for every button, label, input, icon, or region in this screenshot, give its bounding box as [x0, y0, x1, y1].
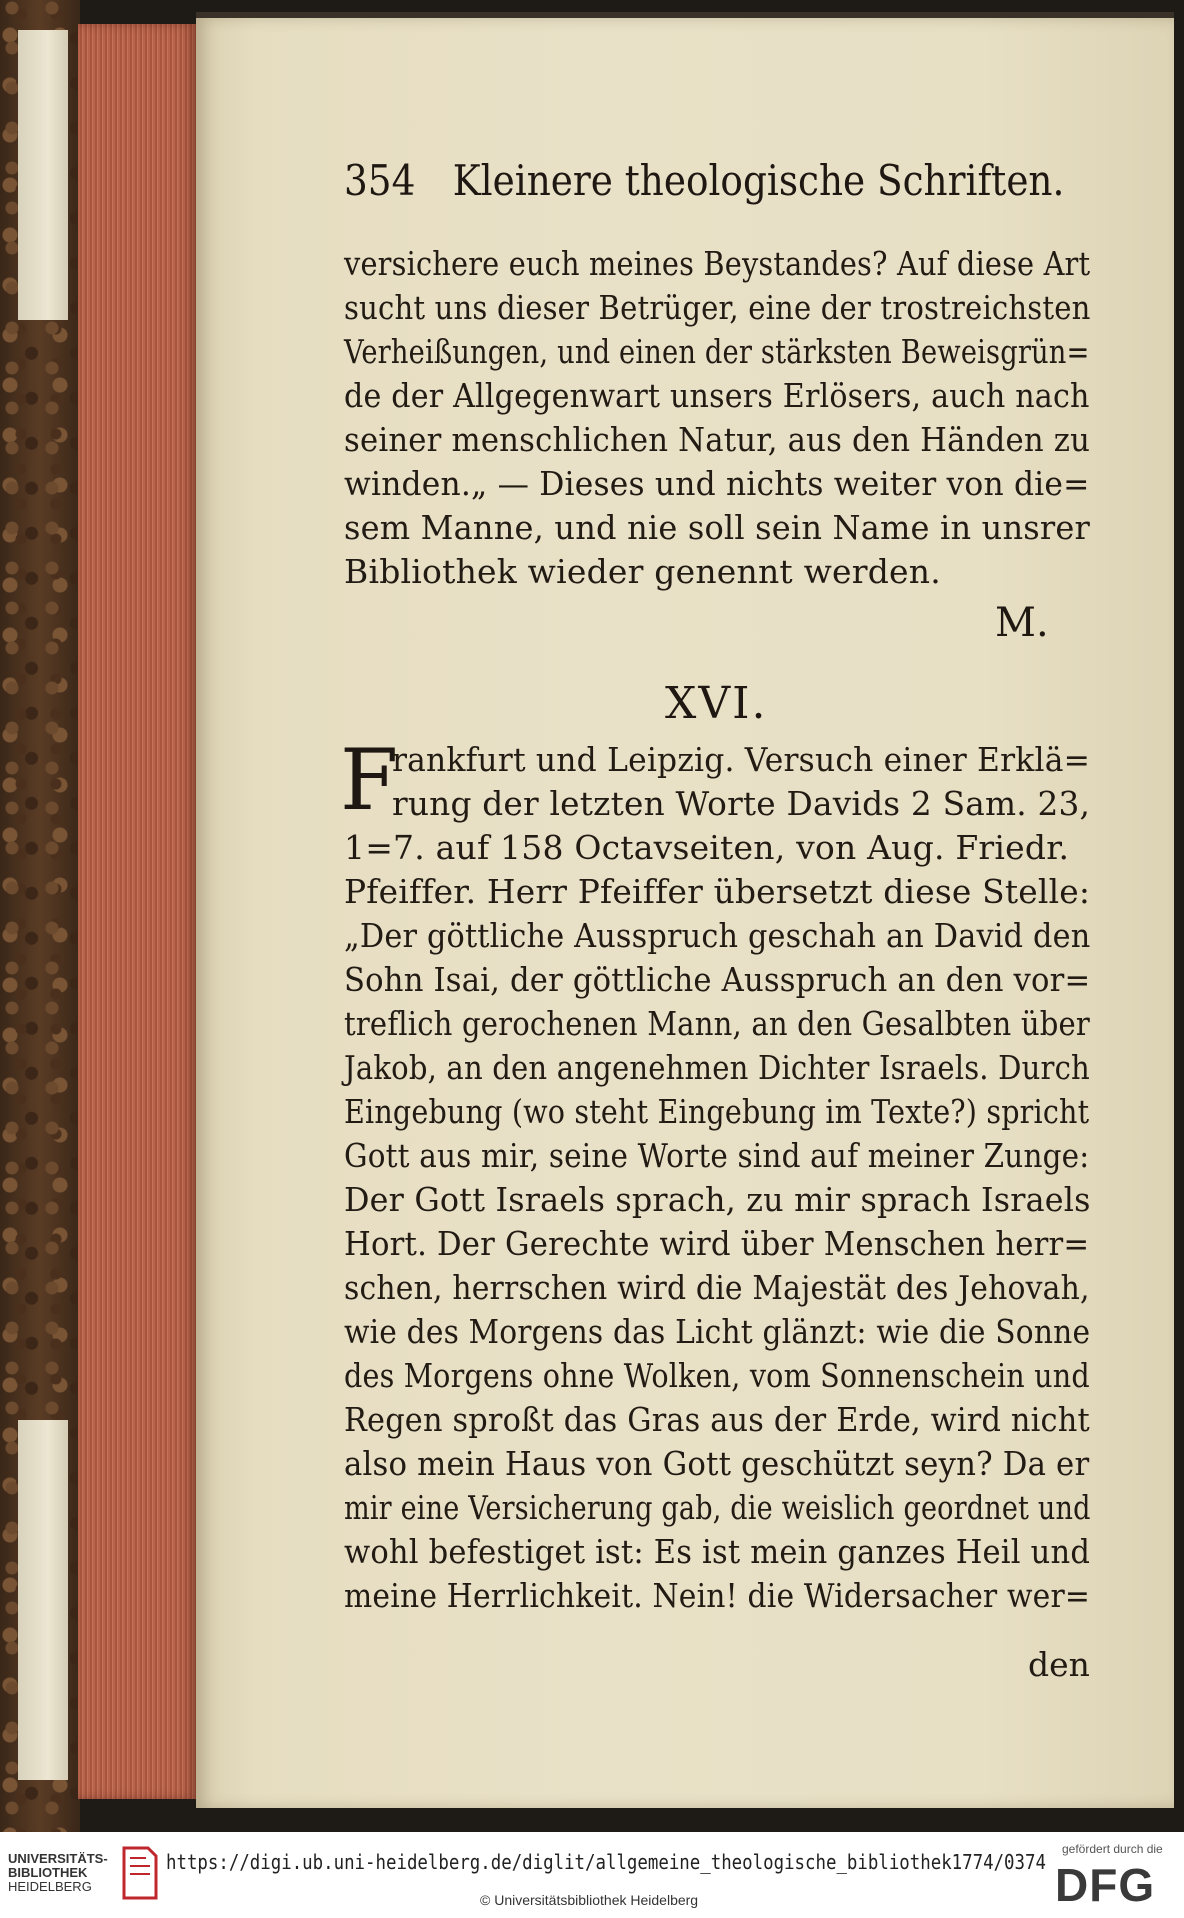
text-line: des Morgens ohne Wolken, vom Sonnenschein und	[344, 1356, 1090, 1395]
text-line: Bibliothek wieder genennt werden.	[344, 552, 941, 591]
copyright-notice: © Universitätsbibliothek Heidelberg	[480, 1892, 699, 1908]
text-line: de der Allgegenwart unsers Erlösers, auch nach	[344, 376, 1090, 415]
text-line: rankfurt und Leipzig. Versuch einer Erklä=	[392, 740, 1091, 779]
text-line: schen, herrschen wird die Majestät des Jehovah,	[344, 1268, 1090, 1307]
catchword: den	[1028, 1645, 1090, 1684]
text-line: wohl befestiget ist: Es ist mein ganzes Heil und	[344, 1532, 1091, 1571]
text-line: Hort. Der Gerechte wird über Menschen herr=	[344, 1224, 1090, 1263]
library-name-line: HEIDELBERG	[8, 1879, 92, 1894]
text-line: Jakob, an den angenehmen Dichter Israels. Durch	[344, 1048, 1090, 1087]
text-line: „Der göttliche Ausspruch geschah an David den	[344, 916, 1091, 955]
text-line: Gott aus mir, seine Worte sind auf meiner Zunge:	[344, 1136, 1090, 1175]
library-name-line: UNIVERSITÄTS-	[8, 1851, 108, 1866]
permalink-url[interactable]: https://digi.ub.uni-heidelberg.de/diglit/allgemeine_theologische_bibliothek1774/0374	[166, 1850, 1046, 1874]
text-line: Der Gott Israels sprach, zu mir sprach Israels	[344, 1180, 1091, 1219]
text-line: Sohn Isai, der göttliche Ausspruch an den vor=	[344, 960, 1091, 999]
cover-paper-strip	[18, 30, 68, 320]
text-line: mir eine Versicherung gab, die weislich geordnet und	[344, 1488, 1091, 1527]
text-line: sem Manne, und nie soll sein Name in unsrer	[344, 508, 1091, 547]
text-line: versichere euch meines Beystandes? Auf diese Art	[344, 244, 1091, 283]
page-number: 354	[344, 156, 416, 205]
text-line: sucht uns dieser Betrüger, eine der trostreichsten	[344, 288, 1091, 327]
funder-label: gefördert durch die	[1062, 1842, 1163, 1856]
text-line: Regen sproßt das Gras aus der Erde, wird nicht	[344, 1400, 1090, 1439]
library-name-line: BIBLIOTHEK	[8, 1865, 88, 1880]
cover-paper-strip-bottom	[18, 1420, 68, 1780]
library-name	[8, 1852, 108, 1894]
text-line: seiner menschlichen Natur, aus den Händen zu	[344, 420, 1091, 459]
text-line: meine Herrlichkeit. Nein! die Widersacher wer=	[344, 1576, 1091, 1615]
section-number: XVI.	[665, 678, 768, 729]
dfg-logo: DFG	[1055, 1859, 1156, 1911]
text-line: Verheißungen, und einen der stärksten Beweisgrün=	[344, 332, 1090, 371]
drop-capital: F	[340, 731, 399, 829]
page-edges	[78, 24, 196, 1799]
text-line: rung der letzten Worte Davids 2 Sam. 23,	[392, 784, 1091, 823]
text-line: wie des Morgens das Licht glänzt: wie die Sonne	[344, 1312, 1091, 1351]
library-logo-icon	[118, 1844, 162, 1902]
text-line: Eingebung (wo steht Eingebung im Texte?) spricht	[344, 1092, 1090, 1131]
text-line: Pfeiffer. Herr Pfeiffer übersetzt diese Stelle:	[344, 872, 1091, 911]
text-line: also mein Haus von Gott geschützt seyn? Da er	[344, 1444, 1090, 1483]
reviewer-signature: M.	[995, 600, 1049, 646]
text-line: winden.„ — Dieses und nichts weiter von die=	[344, 464, 1090, 503]
footer-bar	[0, 1832, 1184, 1918]
text-line: treflich gerochenen Mann, an den Gesalbten über	[344, 1004, 1091, 1043]
running-head	[344, 156, 1064, 205]
running-head-title: Kleinere theologische Schriften.	[452, 156, 1065, 205]
text-line: 1=7. auf 158 Octavseiten, von Aug. Friedr.	[344, 828, 1070, 867]
